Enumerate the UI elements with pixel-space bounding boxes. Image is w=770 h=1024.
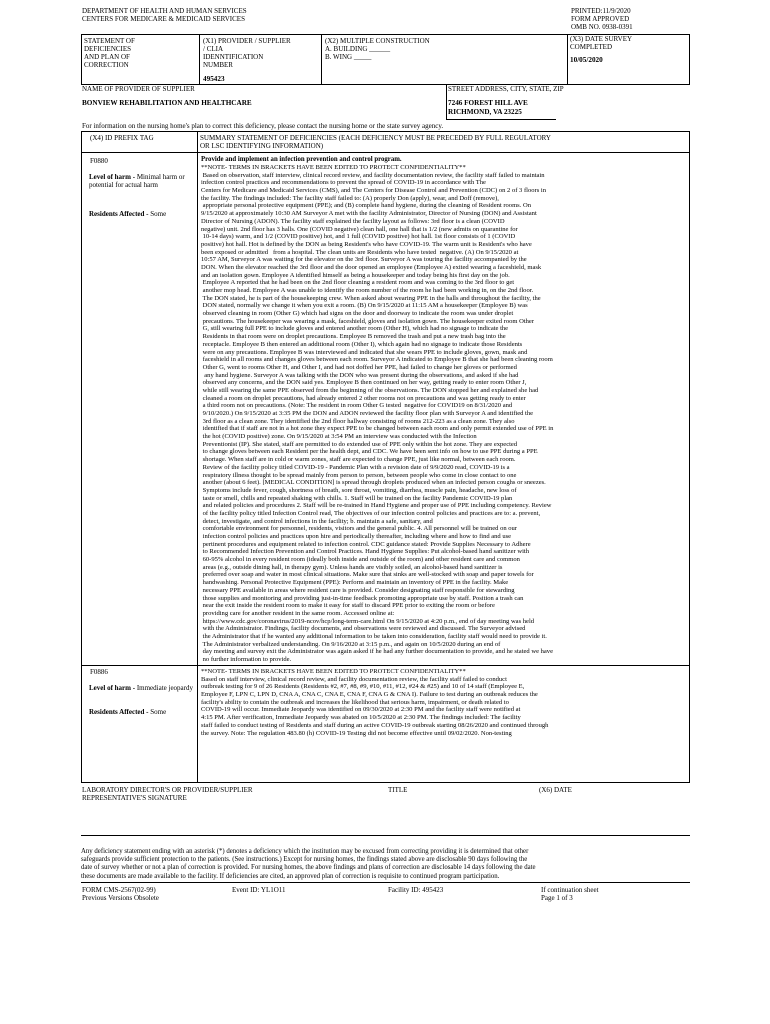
narrative-line: Centers for Medicare and Medicaid Services (CMS), and The Centers for Disease Control and Prevention (CDC) on 2 of 3 floors in bbox=[201, 187, 546, 195]
narrative-line: pertinent procedures and equipment related to infection control. CDC guidance stated: Provide Supplies Necessary to Adhere bbox=[201, 540, 531, 548]
centers-name: CENTERS FOR MEDICARE & MEDICAID SERVICES bbox=[82, 15, 245, 23]
printed-date: PRINTED:11/9/2020 bbox=[571, 7, 631, 15]
provider-number: 495423 bbox=[203, 75, 225, 83]
narrative-line: respiratory illness thought to be spread mainly from person to person, between people who come in close contact to one bbox=[201, 471, 517, 479]
narrative-line: to change gloves between each Resident per the health dept, and CDC. We have been sent info on how to use PPE during a PPE bbox=[201, 448, 538, 456]
multiple-construction-label: (X2) MULTIPLE CONSTRUCTION A. BUILDING ______ B. WING _____ bbox=[325, 37, 430, 61]
narrative-line: taste or smell, chills and repeated shaking with chills. 1. Staff will be trained on the facility Pandemic COVID-19 plan bbox=[201, 494, 513, 502]
level-of-harm: Level of harm - Minimal harm or potential for actual harm bbox=[89, 173, 185, 189]
narrative-line: 3rd floor as a clean zone. They identified the 2nd floor hallway consisting of rooms 212-223 as a clean zone. They also bbox=[201, 417, 515, 425]
narrative-line: faceshield in all rooms and changes gloves between each room. Surveyor A indicated to Employee B that she had been cleaning room bbox=[201, 356, 553, 364]
narrative-line: Director of Nursing (ADON). The facility staff explained the facility layout as follows: 3rd floor is a clean (COVID bbox=[201, 217, 505, 225]
date-label: (X6) DATE bbox=[539, 786, 572, 794]
narrative-line: 60-95% alcohol in every resident room (ideally both inside and outside of the room) and other resident care and common bbox=[201, 556, 520, 564]
narrative-line: facility's ability to contain the outbreak and increases the likelihood that serious harm, impairment, or death related to bbox=[201, 698, 509, 706]
narrative-line: those supplies and monitoring and providing just-in-time feedback promoting appropriate use by staff. Position a trash can bbox=[201, 594, 524, 602]
narrative-line: outbreak testing for 9 of 26 Residents (Residents #2, #7, #8, #9, #10, #11, #12, #24 & #25) and 10 of 14 staff (Employee E, bbox=[201, 683, 525, 691]
narrative-line: necessary PPE available in areas where resident care is provided. Consider designating staff responsible for stewarding bbox=[201, 586, 515, 594]
narrative-line: comfortable environment for personnel, residents, visitors and the general public. 4. All personnel will be trained on our bbox=[201, 525, 517, 533]
narrative-line: cleaned a room on droplet precautions, had already entered 2 other rooms not on precautions and was getting ready to enter bbox=[201, 394, 526, 402]
narrative-line: 10-14 days) warm, and 1/2 (COVID positive) hot, and 1 full (COVID positive) hot hall. 1st floor consists of 1 (COVID bbox=[201, 233, 516, 241]
narrative-line: **NOTE- TERMS IN BRACKETS HAVE BEEN EDITED TO PROTECT CONFIDENTIALITY** bbox=[201, 668, 466, 675]
narrative-line: DON. When the elevator reached the 3rd floor and the door opened an employee (Employee A) exited wearing a faceshield, mask bbox=[201, 263, 542, 271]
narrative-line: preferred over soap and water in most clinical situations. Make sure that sinks are well-stocked with soap and paper towels for bbox=[201, 571, 534, 579]
narrative-line: day meeting and survey exit the Administrator was again asked if he had any further documentation to provide, and he stated we have bbox=[201, 648, 553, 656]
info-line: For information on the nursing home's plan to correct this deficiency, please contact the nursing home or the state survey agency. bbox=[82, 122, 444, 130]
residents-affected: Residents Affected - Some bbox=[89, 210, 167, 218]
narrative-line: and an isolation gown. Employee A identified himself as being a housekeeper and today being his first day on the job. bbox=[201, 271, 510, 279]
narrative-line: while still wearing the same PPE observed from the beginning of the observations. The DON stopped her and explained she had bbox=[201, 386, 539, 394]
narrative-line: been exposed or admitted from a hospital. The clean units are Residents who have tested negative. (A) On 9/15/2020 at bbox=[201, 248, 519, 256]
narrative-line: the facility. The findings included: The facility staff failed to: (A) properly Don (apply), wear, and Doff (remove), bbox=[201, 194, 499, 202]
narrative-line: Preventionist (IP). She stated, staff are permitted to do extended use of PPE only within the hot zone. They are expected bbox=[201, 440, 518, 448]
narrative-line: were on any precautions. Employee B was interviewed and indicated that she wears PPE to include gloves, gown, mask and bbox=[201, 348, 528, 356]
narrative-line: Residents in that room were on droplet precautions. Employee B removed the trash and put a new trash bag into the bbox=[201, 333, 506, 341]
narrative-line: observed any concerns, and the DON said yes. Employee B then continued on her way, getting ready to enter room Other J, bbox=[201, 379, 527, 387]
narrative-line: **NOTE- TERMS IN BRACKETS HAVE BEEN EDITED TO PROTECT CONFIDENTIALITY** bbox=[201, 164, 466, 171]
director-signature-label: LABORATORY DIRECTOR'S OR PROVIDER/SUPPLIER REPRESENTATIVE'S SIGNATURE bbox=[82, 786, 253, 802]
narrative-line: a third room not on precautions. (Note: The resident in room Other G tested negative for COVID19 on 8/31/2020 and bbox=[201, 402, 513, 410]
narrative-line: 4:15 PM. After verification, Immediate Jeopardy was abated on 10/5/2020 at 2:30 PM. The findings included: The facility bbox=[201, 714, 521, 722]
narrative-line: https://www.cdc.gov/coronavirus/2019-ncov/hcp/long-term-care.html On 9/15/2020 at 4:20 p.m., end of day meeting was held bbox=[201, 617, 535, 625]
agency-header bbox=[82, 7, 247, 23]
survey-date: 10/05/2020 bbox=[570, 56, 603, 64]
narrative-line: The DON stated, he is part of the housekeeping crew. When asked about wearing PPE in the halls and throughout the facility, the bbox=[201, 294, 541, 302]
narrative-line: detect, investigate, and control infections in the facility; b. maintain a safe, sanitary, and bbox=[201, 517, 433, 525]
narrative-line: Review of the facility policy titled COVID-19 - Pandemic Plan with a revision date of 9/9/2020 read, COVID-19 is a bbox=[201, 463, 510, 471]
street-address: 7246 FOREST HILL AVE bbox=[448, 99, 528, 107]
narrative-line: appropriate personal protective equipment (PPE); and (B) complete hand hygiene, during the cleaning of Resident rooms. On bbox=[201, 202, 531, 210]
address-label: STREET ADDRESS, CITY, STATE, ZIP bbox=[448, 85, 564, 93]
residents-affected: Residents Affected - Some bbox=[89, 708, 167, 716]
provider-name: BONVIEW REHABILITATION AND HEALTHCARE bbox=[82, 99, 252, 107]
summary-header: SUMMARY STATEMENT OF DEFICIENCIES (EACH DEFICIENCY MUST BE PRECEDED BY FULL REGULATORY OR LSC IDENTIFYING INFORMATION) bbox=[200, 134, 551, 150]
deficiency-narrative bbox=[201, 668, 687, 780]
narrative-line: The Administrator verbalized understanding. On 9/16/2020 at 3:15 p.m., and again on 10/5/2020 during an end of bbox=[201, 640, 501, 648]
form-approved-label: FORM APPROVED bbox=[571, 15, 630, 23]
narrative-line: the hot (COVID positive) zone. On 9/15/2020 at 3:54 PM an interview was conducted with the Infection bbox=[201, 433, 477, 441]
form-approval-block bbox=[571, 7, 633, 31]
narrative-line: another mop head. Employee A was unable to identify the room number of the room he had been working in, on the 2nd floor. bbox=[201, 287, 534, 294]
event-id: Event ID: YL1O11 bbox=[232, 886, 286, 894]
narrative-line: and related policies and procedures 2. Staff will be re-trained in Hand Hygiene and proper use of PPE including competency. Review bbox=[201, 502, 552, 510]
narrative-line: infection control practices and recommendations to prevent the spread of COVID-19 in accordance with The bbox=[201, 179, 486, 187]
narrative-line: Employee F, LPN C, LPN D, CNA A, CNA C, CNA E, CNA F, CNA G & CNA I). Failure to test during an outbreak reduces the bbox=[201, 691, 538, 699]
provider-id-label: (X1) PROVIDER / SUPPLIER / CLIA IDENNTIFICATION NUMBER bbox=[203, 37, 291, 69]
disclaimer: Any deficiency statement ending with an asterisk (*) denotes a deficiency which the institution may be excused from correcting providing it is determined that other safeguards provide sufficient protection to the patients. (See instructions.) Except for nursing homes, the findings stated above are disclosable 90 days following the date of survey whether or not a plan of correction is provided. For nursing homes, the above findings and plans of correction are disclosable 14 days following the date these documents are made available to the facility. If deficiencies are cited, an approved plan of correction is requisite to continued program participation. bbox=[81, 848, 536, 880]
narrative-line: Based on staff interview, clinical record review, and facility documentation review, the facility staff failed to conduct bbox=[201, 675, 507, 683]
narrative-line: Other G, went to rooms Other H, and Other I, and had not doffed her PPE, had failed to change her gloves or performed bbox=[201, 363, 517, 371]
narrative-line: infection control policies and practices upon hire and periodically thereafter, including where and how to find and use bbox=[201, 533, 512, 540]
narrative-line: 9/10/2020.) On 9/15/2020 at 3:35 PM the DON and ADON reviewed the facility floor plan with Surveyor A and identified the bbox=[201, 410, 534, 417]
provider-name-label: NAME OF PROVIDER OF SUPPLIER bbox=[82, 85, 195, 93]
narrative-line: 9/15/2020 at approximately 10:30 AM Surveyor A met with the facility Administrator, Director of Nursing (DON) and Assistant bbox=[201, 210, 537, 218]
narrative-line: COVID-19 will occur. Immediate Jeopardy was identified on 09/30/2020 at 2:30 PM and the facility staff were notified at bbox=[201, 706, 521, 714]
department-name: DEPARTMENT OF HEALTH AND HUMAN SERVICES bbox=[82, 7, 247, 15]
narrative-line: near the exit inside the resident room to make it easy for staff to discard PPE prior to exiting the room or before bbox=[201, 602, 495, 610]
narrative-line: G, still wearing full PPE to include gloves and entered another room (Other H), which had no signage to indicate the bbox=[201, 325, 509, 333]
narrative-line: to Recommended Infection Prevention and Control Practices. Hand Hygiene Supplies: Put alcohol-based hand sanitizer with bbox=[201, 548, 529, 556]
narrative-line: staff failed to conduct testing of Residents and staff during an active COVID-19 outbreak starting 08/26/2020 and continued through bbox=[201, 721, 549, 729]
narrative-line: Based on observation, staff interview, clinical record review, and facility documentation review, the facility staff failed to maintain bbox=[201, 171, 545, 179]
narrative-line: 10:57 AM, Surveyor A was waiting for the elevator on the 3rd floor. Surveyor A was touring the facility accompanied by the bbox=[201, 256, 527, 264]
date-survey-label: (X3) DATE SURVEY COMPLETED bbox=[570, 35, 633, 51]
narrative-line: identified that if staff are not in a hot zone they expect PPE to be changed between each room and only permit extended use of PPE in bbox=[201, 425, 554, 433]
omb-number: OMB NO. 0938-0391 bbox=[571, 23, 633, 31]
narrative-line: receptacle. Employee B then entered an additional room (Other I), which again had no signage to indicate those Residents bbox=[201, 340, 523, 348]
narrative-line: shortage. When staff are in cold or warm zones, staff are expected to change PPE, just like normal, between each room. bbox=[201, 456, 516, 464]
title-label: TITLE bbox=[388, 786, 408, 794]
deficiency-narrative bbox=[201, 164, 687, 664]
level-of-harm: Level of harm - Immediate jeopardy bbox=[89, 684, 193, 692]
city-state-zip: RICHMOND, VA 23225 bbox=[448, 108, 522, 116]
narrative-line: the Administrator that if he wanted any additional information to be taken into consideration, facility staff would need to provide it. bbox=[201, 632, 547, 640]
narrative-line: precautions. The housekeeper was wearing a mask, faceshield, gloves and isolation gown. The housekeeper exited room Other bbox=[201, 317, 534, 325]
narrative-line: handwashing. Personal Protective Equipment (PPE): Perform and maintain an inventory of PPE in the facility. Make bbox=[201, 579, 509, 587]
narrative-line: any hand hygiene. Surveyor A was talking with the DON who was present during the observations, and asked if she had bbox=[201, 371, 519, 379]
narrative-line: of the facility policy titled Infection Control read, The objectives of our infection control policies and practices are to: a. prevent, bbox=[201, 509, 541, 517]
id-prefix-tag-header: (X4) ID PREFIX TAG bbox=[90, 134, 154, 142]
narrative-line: observed cleaning in room (Other G) which had signs on the door and doorway to indicate the room was under droplet bbox=[201, 310, 514, 318]
statement-of-deficiencies-label: STATEMENT OF DEFICIENCIES AND PLAN OF CORRECTION bbox=[84, 37, 135, 69]
narrative-line: no further information to provide. bbox=[201, 656, 292, 663]
deficiency-tag: F0880 bbox=[90, 157, 108, 165]
narrative-line: Symptoms include fever, cough, shortness of breath, sore throat, vomiting, diarrhea, muscle pain, headache, new loss of bbox=[201, 486, 517, 494]
narrative-line: DON stated, normally we change it when you exit a room. (B) On 9/15/2020 at 11:15 AM a housekeeper (Employee B) was bbox=[201, 302, 528, 310]
facility-id: Facility ID: 495423 bbox=[388, 886, 444, 894]
narrative-line: Employee A reported that he had been on the 2nd floor cleaning a resident room and was coming to the 3rd floor to get bbox=[201, 279, 515, 287]
narrative-line: areas (e.g., outside dining hall, in therapy gym). Unless hands are visibly soiled, an alcohol-based hand sanitizer is bbox=[201, 563, 503, 571]
narrative-line: providing care for another resident in the same room. Accessed online at: bbox=[201, 609, 395, 617]
deficiency-tag: F0886 bbox=[90, 668, 108, 676]
narrative-line: negative) unit. 2nd floor has 3 halls. One (COVID negative) clean hall, one hall that is 1/2 (new admits on quarantine for bbox=[201, 225, 518, 233]
narrative-line: the survey. Note: The regulation 483.80 (h) COVID-19 Testing did not become effective until 09/02/2020. Non-testing bbox=[201, 729, 512, 737]
deficiency-title: Provide and implement an infection prevention and control program. bbox=[201, 156, 402, 163]
narrative-line: with the Administrator. Findings, facility documents, and observations were reviewed and discussed. The Surveyor advised bbox=[201, 625, 526, 633]
narrative-line: another (about 6 feet). [MEDICAL CONDITION] is spread through droplets produced when an infected person coughs or sneezes. bbox=[201, 479, 546, 487]
page-indicator: If continuation sheet Page 1 of 3 bbox=[541, 886, 599, 902]
narrative-line: positive) hot hall. Hot is defined by the DON as being Resident's who have COVID-19. The warm unit is Resident's who have bbox=[201, 240, 532, 248]
form-number: FORM CMS-2567(02-99) Previous Versions Obsolete bbox=[82, 886, 159, 902]
